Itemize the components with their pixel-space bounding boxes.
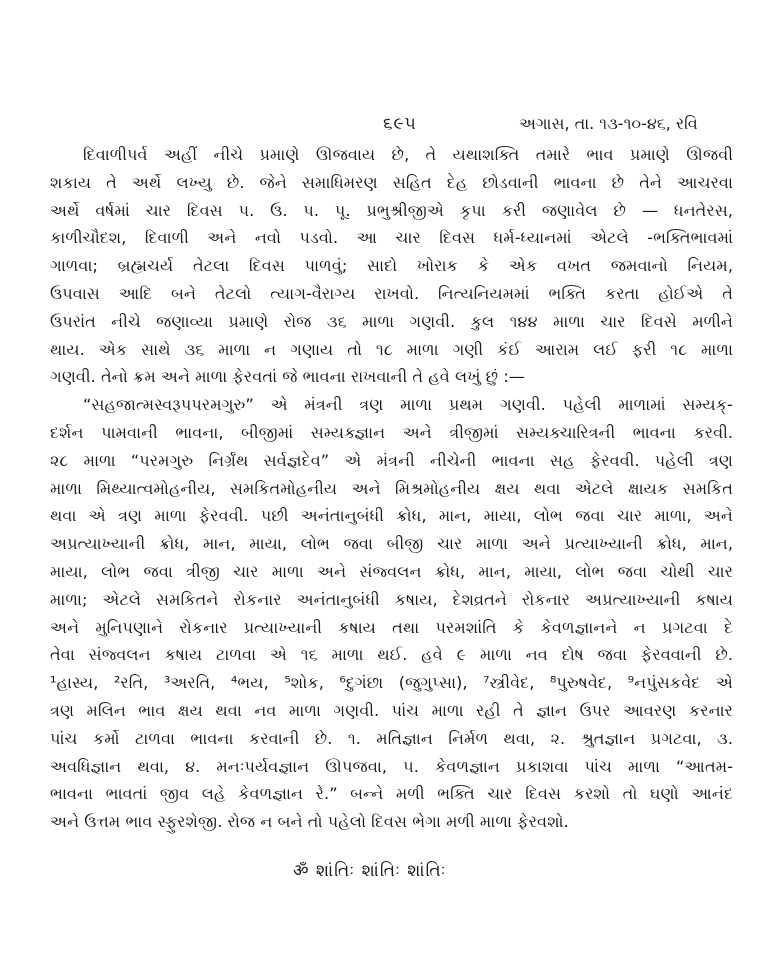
- text-line: દર્શન પામવાની ભાવના, બીજીમાં સમ્યક્જ્ઞાન અને ત્રીજીમાં સમ્યક્ચારિત્રની ભાવના કરવી.: [50, 422, 733, 442]
- text-line: અને મુનિપણાને રોકનાર પ્રત્યાખ્યાની કષાય તથા પરમશાંતિ કે કેવળજ્ઞાનને ન પ્રગટવા દે: [50, 617, 733, 637]
- text-line: ગાળવા; બ્રહ્મચર્ય તેટલા દિવસ પાળવું; સાદો ખોરાક કે એક વખત જમવાનો નિયમ,: [50, 256, 733, 276]
- text-line: અર્થે વર્ષમાં ચાર દિવસ પ. ઉ. પ. પૂ. પ્રભુશ્રીજીએ કૃપા કરી જણાવેલ છે — ધનતેરસ,: [50, 200, 733, 220]
- text-line: “સહજાત્મસ્વરૂપપરમગુરુ” એ મંત્રની ત્રણ માળા પ્રથમ ગણવી. પહેલી માળામાં સમ્યક્-: [83, 395, 733, 415]
- text-line: માળા મિથ્યાત્વમોહનીય, સમકિતમોહનીય અને મિશ્રમોહનીય ક્ષય થવા એટલે ક્ષાયક સમકિત: [50, 478, 733, 498]
- text-line: થાય. એક સાથે ૩૬ માળા ન ગણાય તો ૧૮ માળા ગણી કંઈ આરામ લઈ ફરી ૧૮ માળા: [50, 339, 733, 359]
- text-line: ગણવી. તેનો ક્રમ અને માળા ફેરવતાં જે ભાવના રાખવાની તે હવે લખું છું :—: [50, 367, 525, 387]
- place-date-line: અગાસ, તા. ૧૩-૧૦-૪૬, રવિ: [519, 114, 698, 133]
- text-line: માયા, લોભ જવા ત્રીજી ચાર માળા અને સંજ્વલન ક્રોધ, માન, માયા, લોભ જવા ચોથી ચાર: [50, 561, 733, 581]
- text-line: શકાય તે અર્થે લખ્યુ છે. જેને સમાધિમરણ સહિત દેહ છોડવાની ભાવના છે તેને આચરવા: [50, 172, 733, 192]
- text-line: દિવાળીપર્વ અહીં નીચે પ્રમાણે ઊજવાય છે, તે યથાશક્તિ તમારે ભાવ પ્રમાણે ઊજવી: [83, 145, 733, 164]
- text-line: ઉપવાસ આદિ બને તેટલો ત્યાગ-વૈરાગ્ય રાખવો. નિત્યનિયમમાં ભક્તિ કરતા હોઈએ તે: [50, 283, 733, 303]
- text-line: ૨૮ માળા “પરમગુરુ નિર્ગ્રંથ સર્વજ્ઞદેવ” એ મંત્રની નીચેની ભાવના સહ ફેરવવી. પહેલી ત્રણ: [50, 450, 733, 470]
- text-line: ¹હાસ્ય, ²રતિ, ³અરતિ, ⁴ભય, ⁵શોક, ⁶દુગંછા (જુગુપ્સા), ⁷સ્ત્રીવેદ, ⁸પુરુષવેદ, ⁹નપુંસકવેદ એ: [50, 673, 733, 693]
- letter-body: [50, 141, 733, 836]
- text-line: અને ઉત્તમ ભાવ સ્ફુરશેજી. રોજ ન બને તો પહેલો દિવસ ભેગા મળી માળા ફેરવશો.: [50, 812, 569, 832]
- text-line: અપ્રત્યાખ્યાની ક્રોધ, માન, માયા, લોભ જવા બીજી ચાર માળા અને પ્રત્યાખ્યાની ક્રોધ, માન,: [50, 534, 733, 554]
- page-header: [0, 114, 768, 140]
- text-line: ત્રણ મલિન ભાવ ક્ષય થવા નવ માળા ગણવી. પાંચ માળા રહી તે જ્ઞાન ઉપર આવરણ કરનાર: [50, 700, 733, 720]
- text-line: થવા એ ત્રણ માળા ફેરવવી. પછી અનંતાનુબંધી ક્રોધ, માન, માયા, લોભ જવા ચાર માળા, અને: [50, 506, 733, 526]
- text-line: અવધિજ્ઞાન થવા, ૪. મનઃપર્યવજ્ઞાન ઊપજવા, ૫. કેવળજ્ઞાન પ્રકાશવા પાંચ માળા “આતમ-: [50, 756, 733, 776]
- closing-benediction: ॐ શાંતિઃ શાંતિઃ શાંતિઃ: [293, 861, 447, 881]
- text-line: કાળીચૌદશ, દિવાળી અને નવો પડવો. આ ચાર દિવસ ધર્મ-ધ્યાનમાં એટલે -ભક્તિભાવમાં: [50, 228, 733, 248]
- page-number: ૬૯૫: [383, 114, 417, 134]
- text-line: ઉપરાંત નીચે જણાવ્યા પ્રમાણે રોજ ૩૬ માળા ગણવી. કુલ ૧૪૪ માળા ચાર દિવસે મળીને: [50, 311, 733, 331]
- text-line: ભાવના ભાવતાં જીવ લહે કેવળજ્ઞાન રે.” બન્ને મળી ભક્તિ ચાર દિવસ કરશો તો ઘણો આનંદ: [50, 784, 733, 804]
- text-line: પાંચ કર્મો ટાળવા ભાવના કરવાની છે. ૧. મતિજ્ઞાન નિર્મળ થવા, ૨. શ્રુતજ્ઞાન પ્રગટવા, ૩.: [50, 728, 733, 748]
- text-line: માળા; એટલે સમકિતને રોકનાર અનંતાનુબંધી કષાય, દેશવ્રતને રોકનાર અપ્રત્યાખ્યાની કષાય: [50, 589, 733, 609]
- text-line: તેવા સંજ્વલન કષાય ટાળવા એ ૧૬ માળા થઈ. હવે ૯ માળા નવ દોષ જવા ફેરવવાની છે.: [50, 645, 733, 665]
